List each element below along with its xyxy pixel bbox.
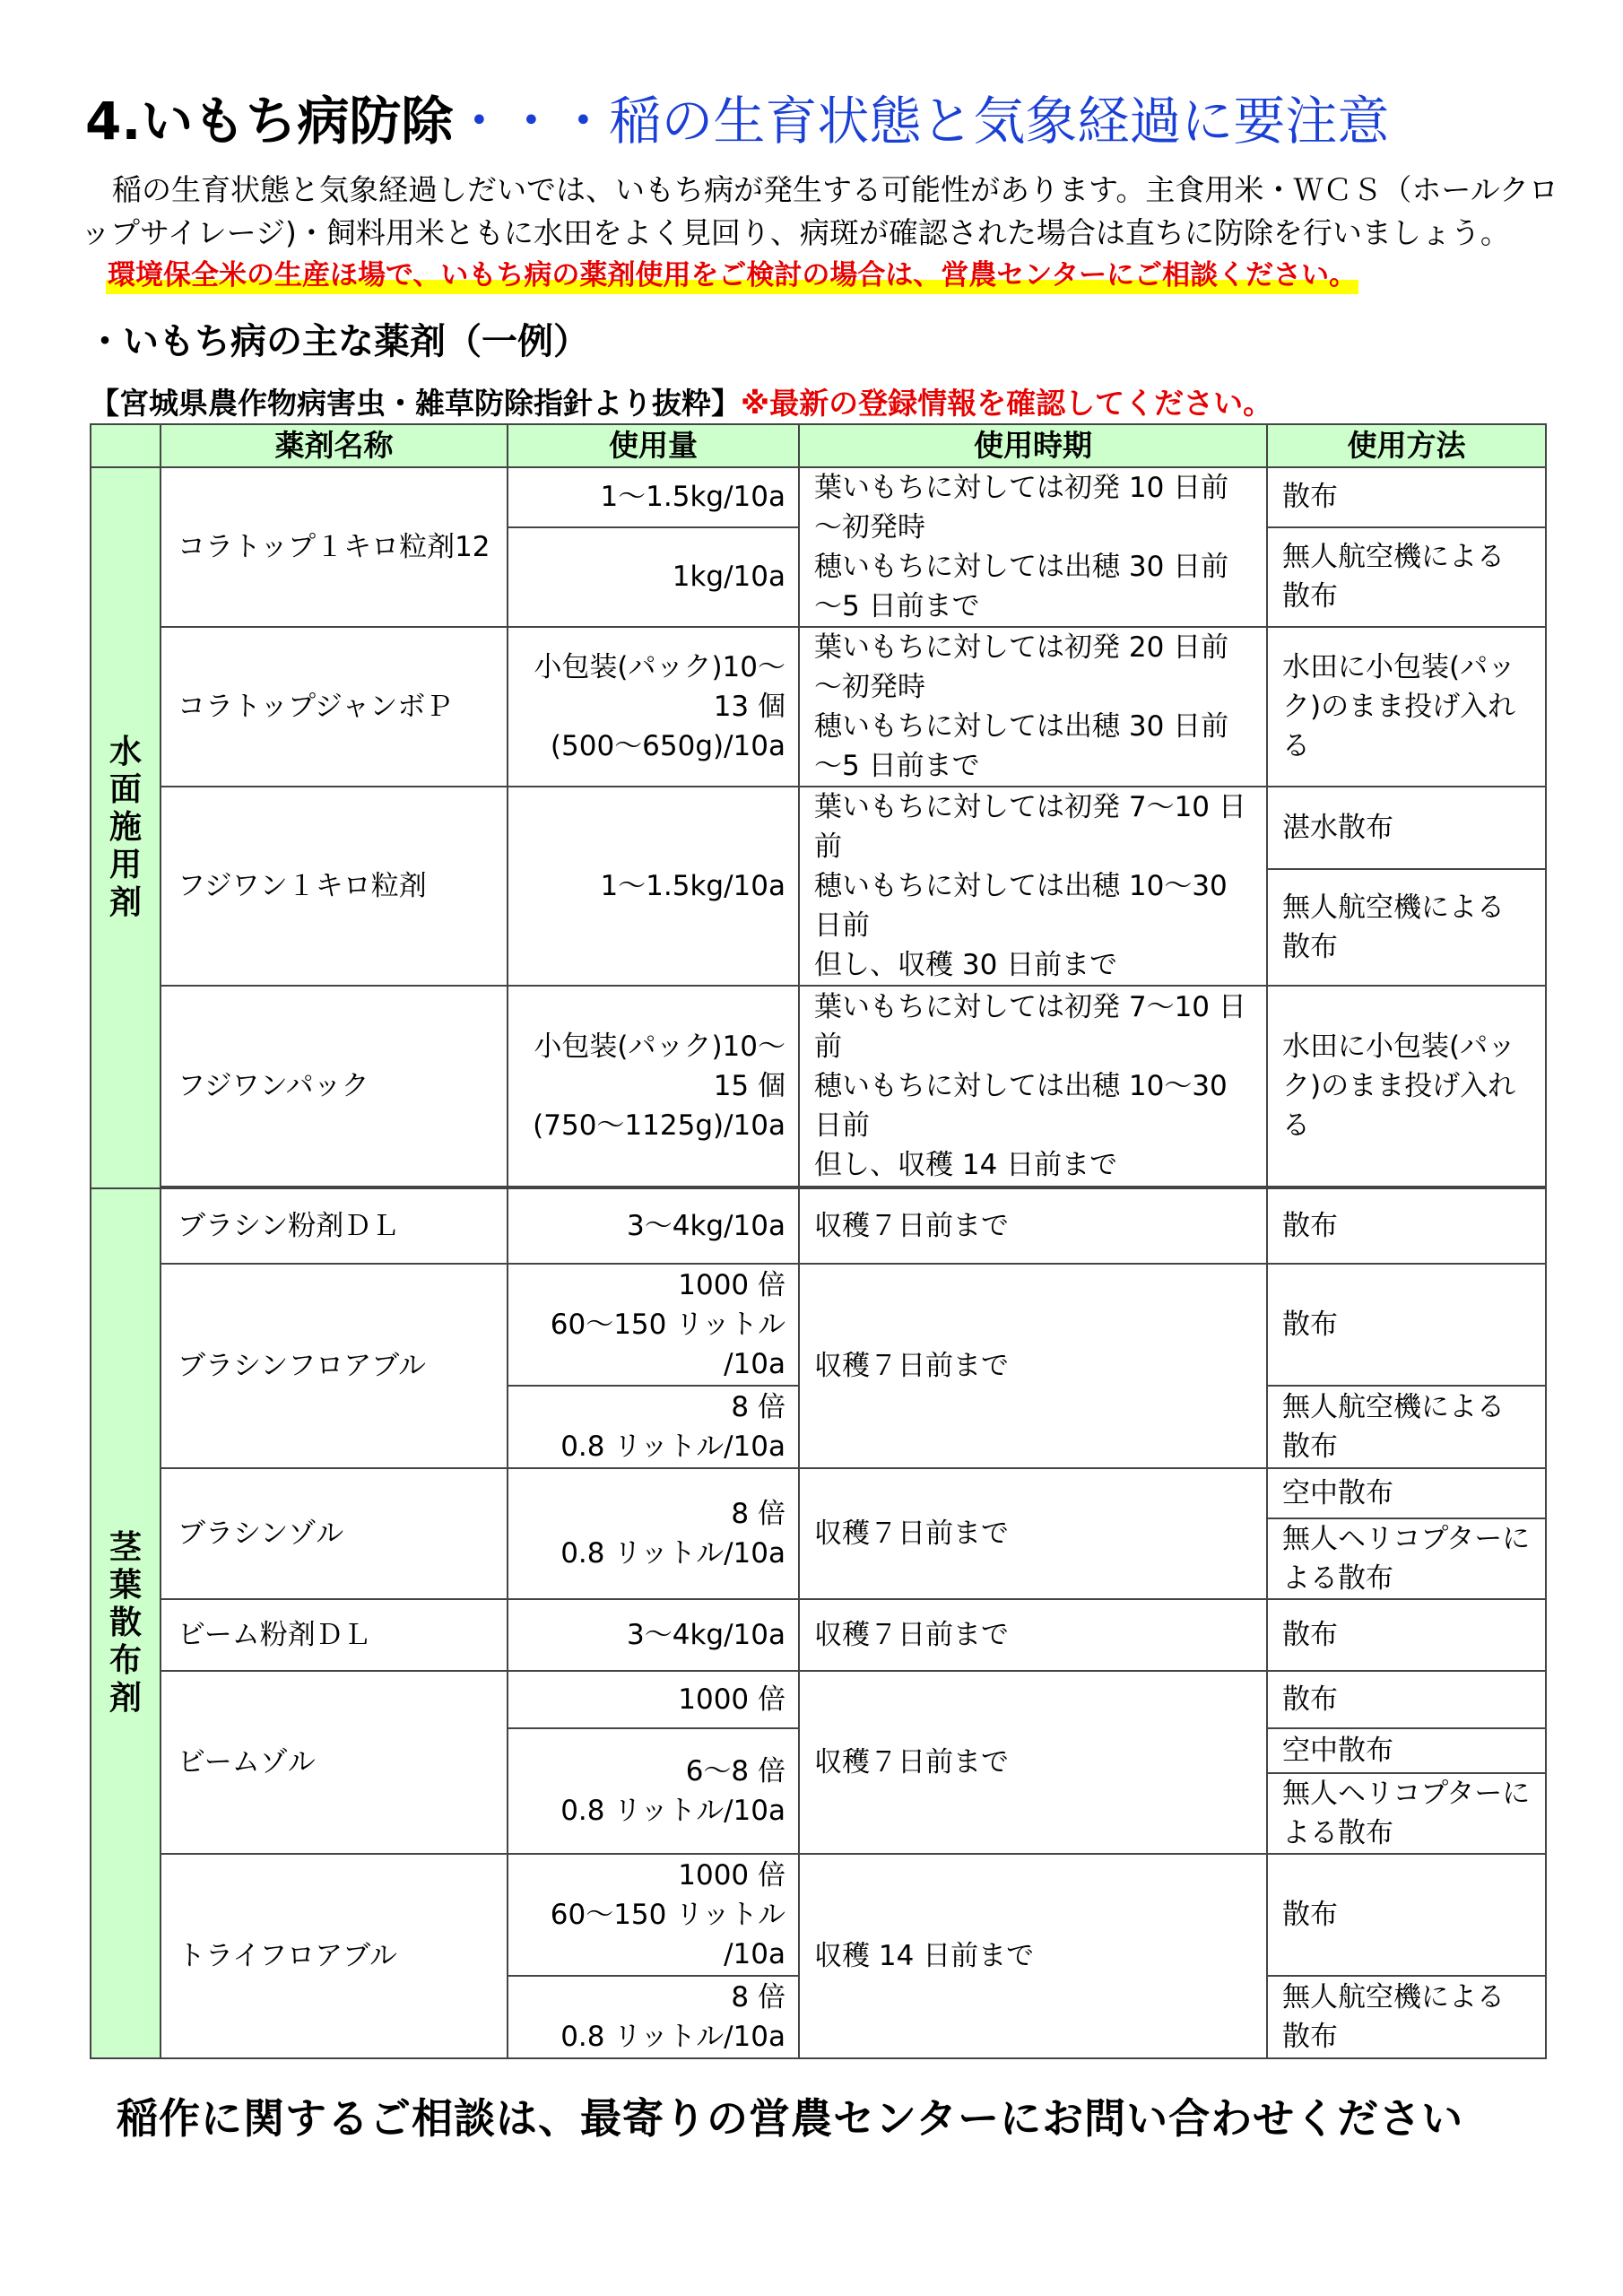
fungicide-table <box>90 423 1547 2059</box>
drug-method: 無人航空機による散布 <box>1267 869 1546 986</box>
drug-name: トライフロアブル <box>161 1854 508 2058</box>
table-header: 使用量 <box>508 424 799 467</box>
drug-amount: 8 倍 0.8 リットル/10a <box>508 1976 799 2058</box>
table-row <box>91 787 1546 869</box>
drug-amount: 小包装(パック)10～13 個 (500～650g)/10a <box>508 627 799 787</box>
drug-timing: 葉いもちに対しては初発 10 日前～初発時 穂いもちに対しては出穂 30 日前～5 日前まで <box>799 467 1267 627</box>
intro-paragraph <box>81 169 1560 255</box>
drug-timing: 収穫７日前まで <box>799 1468 1267 1599</box>
table-row <box>91 1264 1546 1386</box>
category-cell: 水面施用剤 <box>91 467 161 1188</box>
source-text: 【宮城県農作物病害虫・雑草防除指針より抜粋】 <box>90 386 741 421</box>
drug-timing: 収穫７日前まで <box>799 1671 1267 1854</box>
drug-timing: 葉いもちに対しては初発 7～10 日前 穂いもちに対しては出穂 10～30 日前 但し、収穫 30 日前まで <box>799 787 1267 986</box>
drug-amount: 1000 倍 <box>508 1671 799 1728</box>
table-header: 使用時期 <box>799 424 1267 467</box>
drug-method: 散布 <box>1267 467 1546 527</box>
drug-name: フジワン１キロ粒剤 <box>161 787 508 986</box>
heading-main: いもち病防除 <box>141 91 454 152</box>
drug-method: 散布 <box>1267 1671 1546 1728</box>
drug-timing: 収穫 14 日前まで <box>799 1854 1267 2058</box>
drug-method: 空中散布 <box>1267 1468 1546 1518</box>
drug-amount: 1～1.5kg/10a <box>508 467 799 527</box>
drug-name: フジワンパック <box>161 986 508 1187</box>
footer-note: 稲作に関するご相談は、最寄りの営農センターにお問い合わせください <box>117 2094 1464 2143</box>
section-heading <box>85 90 1389 152</box>
heading-number: 4. <box>85 91 142 152</box>
drug-amount: 8 倍 0.8 リットル/10a <box>508 1386 799 1468</box>
drug-amount: 3～4kg/10a <box>508 1599 799 1671</box>
drug-method: 散布 <box>1267 1854 1546 1976</box>
table-row <box>91 1188 1546 1264</box>
drug-amount: 1000 倍 60～150 リットル /10a <box>508 1854 799 1976</box>
drug-name: ブラシンゾル <box>161 1468 508 1599</box>
drug-name: コラトップジャンボＰ <box>161 627 508 787</box>
table-row <box>91 627 1546 787</box>
drug-method: 無人ヘリコプターによる散布 <box>1267 1773 1546 1854</box>
drug-method: 水田に小包装(パック)のまま投げ入れる <box>1267 627 1546 787</box>
drug-method: 空中散布 <box>1267 1728 1546 1773</box>
drug-method: 無人航空機による散布 <box>1267 1976 1546 2058</box>
drug-amount: 1000 倍 60～150 リットル /10a <box>508 1264 799 1386</box>
drug-timing: 葉いもちに対しては初発 7～10 日前 穂いもちに対しては出穂 10～30 日前 但し、収穫 14 日前まで <box>799 986 1267 1187</box>
table-row <box>91 1854 1546 1976</box>
drug-name: ビームゾル <box>161 1671 508 1854</box>
table-row <box>91 467 1546 527</box>
drug-method: 無人航空機による散布 <box>1267 1386 1546 1468</box>
drug-method: 湛水散布 <box>1267 787 1546 869</box>
table-header: 使用方法 <box>1267 424 1546 467</box>
intro-text: 稲の生育状態と気象経過しだいでは、いもち病が発生する可能性があります。主食用米・ＷＣＳ（ホールクロップサイレージ)・飼料用米ともに水田をよく見回り、病斑が確認された場合は直ちに防除を行いましょう。 <box>81 172 1559 250</box>
drug-amount: 6～8 倍 0.8 リットル/10a <box>508 1728 799 1854</box>
drug-timing: 収穫７日前まで <box>799 1264 1267 1468</box>
drug-name: ブラシン粉剤ＤＬ <box>161 1188 508 1264</box>
drug-method: 無人航空機による散布 <box>1267 527 1546 627</box>
drug-timing: 収穫７日前まで <box>799 1599 1267 1671</box>
drug-name: ビーム粉剤ＤＬ <box>161 1599 508 1671</box>
drug-method: 水田に小包装(パック)のまま投げ入れる <box>1267 986 1546 1187</box>
category-cell: 茎葉散布剤 <box>91 1188 161 2058</box>
drug-method: 散布 <box>1267 1264 1546 1386</box>
heading-sub: ・・・稲の生育状態と気象経過に要注意 <box>453 91 1390 152</box>
table-row <box>91 1468 1546 1518</box>
drug-method: 無人ヘリコプターによる散布 <box>1267 1518 1546 1599</box>
table-row <box>91 986 1546 1187</box>
table-header: 薬剤名称 <box>161 424 508 467</box>
drug-amount: 3～4kg/10a <box>508 1188 799 1264</box>
table-row <box>91 1671 1546 1728</box>
drug-name: コラトップ１キロ粒剤12 <box>161 467 508 627</box>
drug-amount: 8 倍 0.8 リットル/10a <box>508 1468 799 1599</box>
table-row <box>91 1599 1546 1671</box>
table-header <box>91 424 161 467</box>
drug-method: 散布 <box>1267 1599 1546 1671</box>
table-header-row <box>91 424 1546 467</box>
drug-method: 散布 <box>1267 1188 1546 1264</box>
drug-amount: 1～1.5kg/10a <box>508 787 799 986</box>
drug-timing: 収穫７日前まで <box>799 1188 1267 1264</box>
drug-name: ブラシンフロアブル <box>161 1264 508 1468</box>
source-note: ※最新の登録情報を確認してください。 <box>741 386 1273 421</box>
warning-note: 環境保全米の生産ほ場で、いもち病の薬剤使用をご検討の場合は、営農センターにご相談ください。 <box>106 257 1358 294</box>
drug-timing: 葉いもちに対しては初発 20 日前～初発時 穂いもちに対しては出穂 30 日前～5 日前まで <box>799 627 1267 787</box>
source-line <box>90 384 1272 423</box>
drug-amount: 1kg/10a <box>508 527 799 627</box>
drug-amount: 小包装(パック)10～15 個 (750～1125g)/10a <box>508 986 799 1187</box>
subheading: ・いもち病の主な薬剤（一例） <box>87 321 589 362</box>
